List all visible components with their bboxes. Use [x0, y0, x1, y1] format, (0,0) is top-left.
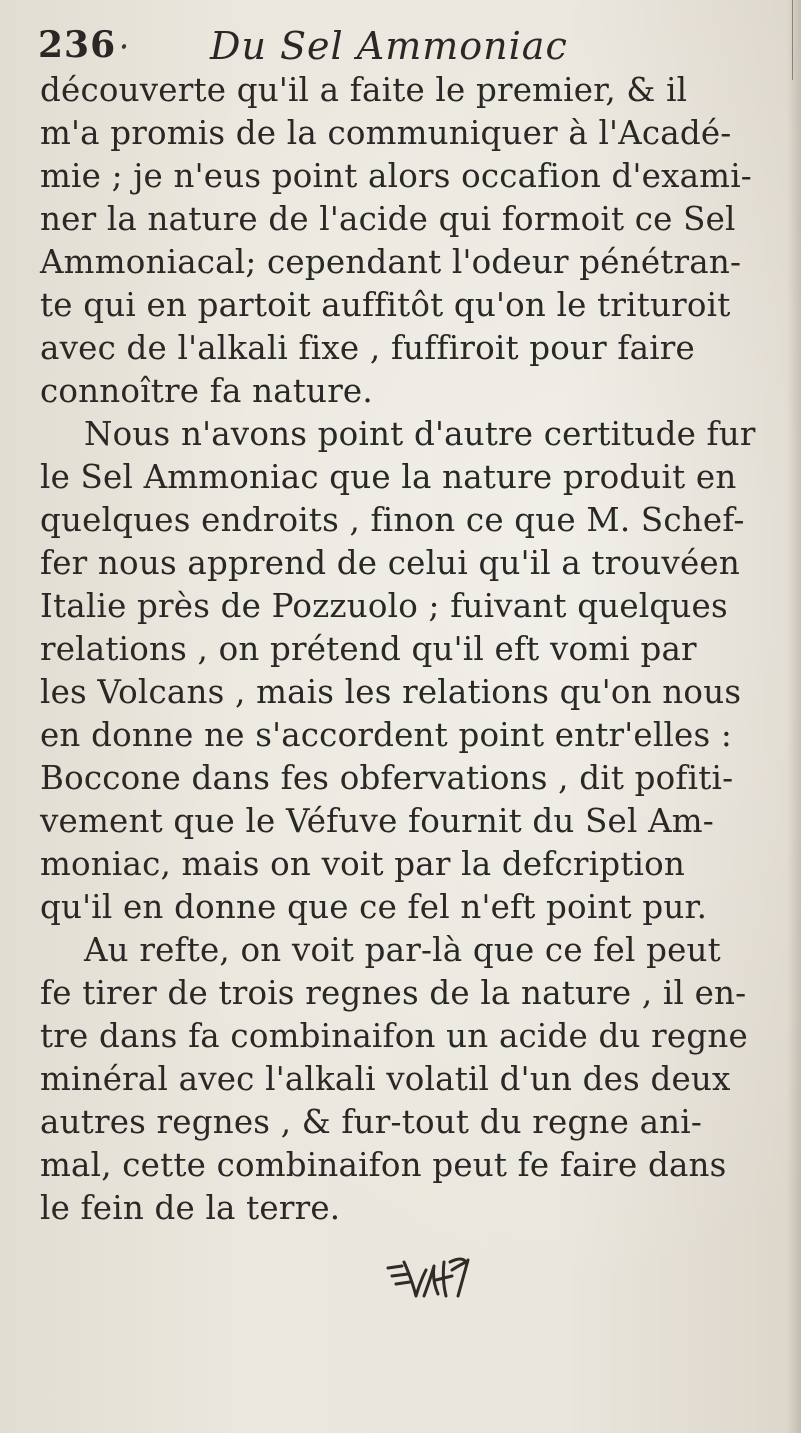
text-line: les Volcans , mais les relations qu'on nous [40, 673, 742, 711]
text-line: le Sel Ammoniac que la nature produit en [40, 458, 737, 496]
running-title: Du Sel Ammoniac [210, 24, 568, 68]
text-line: fer nous apprend de celui qu'il a trouvéen [40, 544, 740, 582]
text-line: avec de l'alkali fixe , fuffiroit pour faire [40, 329, 695, 367]
text-line: mal, cette combinaifon peut fe faire dans [40, 1146, 727, 1184]
text-line: tre dans fa combinaifon un acide du regne [40, 1017, 748, 1055]
text-line: vement que le Véfuve fournit du Sel Am- [40, 802, 714, 840]
paragraph-start-line: Nous n'avons point d'autre certitude fur [84, 415, 756, 453]
text-line: relations , on prétend qu'il eft vomi par [40, 630, 697, 668]
page-number: 236 [38, 24, 117, 66]
text-line: Ammoniacal; cependant l'odeur pénétran- [40, 243, 742, 281]
text-line: mie ; je n'eus point alors occafion d'exami- [40, 157, 752, 195]
text-line: te qui en partoit auffitôt qu'on le trituroit [40, 286, 731, 324]
text-line: quelques endroits , finon ce que M. Schef- [40, 501, 745, 539]
text-line: connoître fa nature. [40, 372, 373, 410]
text-line: autres regnes , & fur-tout du regne ani- [40, 1103, 703, 1141]
text-line: m'a promis de la communiquer à l'Acadé- [40, 114, 732, 152]
text-line: le fein de la terre. [40, 1189, 341, 1227]
text-line: découverte qu'il a faite le premier, & il [40, 71, 688, 109]
text-line: Italie près de Pozzuolo ; fuivant quelques [40, 587, 728, 625]
signature-strokes [388, 1259, 468, 1296]
text-line: en donne ne s'accordent point entr'elles : [40, 716, 733, 754]
text-line: fe tirer de trois regnes de la nature , il en- [40, 974, 747, 1012]
text-line: qu'il en donne que ce fel n'eft point pur. [40, 888, 708, 926]
paragraph-start-line: Au refte, on voit par-là que ce fel peut [84, 931, 721, 969]
text-line: moniac, mais on voit par la defcription [40, 845, 685, 883]
text-line: minéral avec l'alkali volatil d'un des deux [40, 1060, 731, 1098]
text-line: Boccone dans fes obfervations , dit pofiti- [40, 759, 734, 797]
text-line: ner la nature de l'acide qui formoit ce Sel [40, 200, 736, 238]
